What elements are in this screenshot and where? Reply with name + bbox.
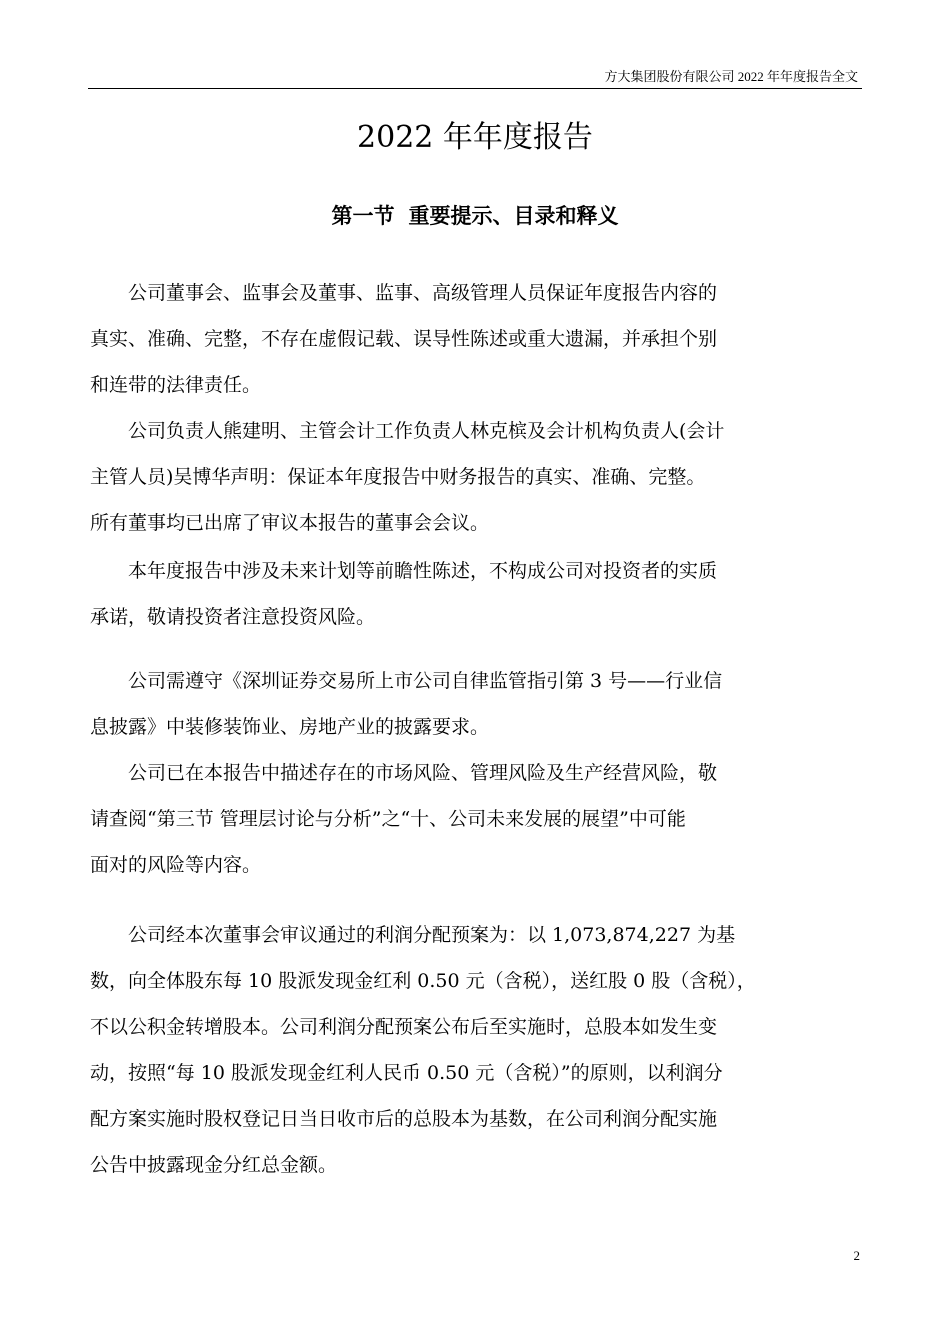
header-divider bbox=[88, 88, 862, 89]
section-number: 第一节 bbox=[331, 203, 395, 228]
paragraph-line: 动，按照“每 10 股派发现金红利人民币 0.50 元（含税）”的原则，以利润分 bbox=[90, 1062, 723, 1084]
paragraph-line: 请查阅“第三节 管理层讨论与分析”之“十、公司未来发展的展望”中可能 bbox=[90, 808, 686, 830]
paragraph-line: 公司董事会、监事会及董事、监事、高级管理人员保证年度报告内容的 bbox=[90, 282, 718, 304]
paragraph-profit-distribution bbox=[90, 912, 850, 1188]
paragraph-line: 本年度报告中涉及未来计划等前瞻性陈述，不构成公司对投资者的实质 bbox=[90, 560, 718, 582]
paragraph-line: 公告中披露现金分红总金额。 bbox=[90, 1154, 338, 1176]
paragraph-responsibility-statement bbox=[90, 270, 850, 408]
paragraph-line: 息披露》中装修装饰业、房地产业的披露要求。 bbox=[90, 716, 490, 738]
document-title: 2022 年年度报告 bbox=[357, 120, 593, 155]
paragraph-line: 不以公积金转增股本。公司利润分配预案公布后至实施时，总股本如发生变 bbox=[90, 1016, 718, 1038]
paragraph-officer-declaration bbox=[90, 408, 850, 546]
page-number: 2 bbox=[853, 1248, 860, 1263]
paragraph-risk-notice bbox=[90, 750, 850, 888]
paragraph-line: 公司负责人熊建明、主管会计工作负责人林克槟及会计机构负责人(会计 bbox=[90, 420, 725, 442]
paragraph-line: 真实、准确、完整，不存在虚假记载、误导性陈述或重大遗漏，并承担个别 bbox=[90, 328, 718, 350]
paragraph-line: 承诺，敬请投资者注意投资风险。 bbox=[90, 606, 376, 628]
paragraph-line: 数，向全体股东每 10 股派发现金红利 0.50 元（含税），送红股 0 股（含税）， bbox=[90, 970, 756, 992]
paragraph-line: 配方案实施时股权登记日当日收市后的总股本为基数，在公司利润分配实施 bbox=[90, 1108, 718, 1130]
paragraph-line: 公司需遵守《深圳证券交易所上市公司自律监管指引第 3 号——行业信 bbox=[90, 670, 723, 692]
paragraph-line: 主管人员)吴博华声明：保证本年度报告中财务报告的真实、准确、完整。 bbox=[90, 466, 706, 488]
paragraph-line: 和连带的法律责任。 bbox=[90, 374, 262, 396]
paragraph-forward-looking bbox=[90, 548, 850, 640]
paragraph-line: 面对的风险等内容。 bbox=[90, 854, 262, 876]
paragraph-line: 所有董事均已出席了审议本报告的董事会会议。 bbox=[90, 512, 490, 534]
paragraph-line: 公司经本次董事会审议通过的利润分配预案为：以 1,073,874,227 为基 bbox=[90, 924, 736, 946]
paragraph-disclosure-requirements bbox=[90, 658, 850, 750]
paragraph-line: 公司已在本报告中描述存在的市场风险、管理风险及生产经营风险，敬 bbox=[90, 762, 718, 784]
running-header: 方大集团股份有限公司 2022 年年度报告全文 bbox=[604, 69, 858, 84]
section-heading bbox=[0, 200, 950, 230]
section-name: 重要提示、目录和释义 bbox=[408, 203, 619, 228]
